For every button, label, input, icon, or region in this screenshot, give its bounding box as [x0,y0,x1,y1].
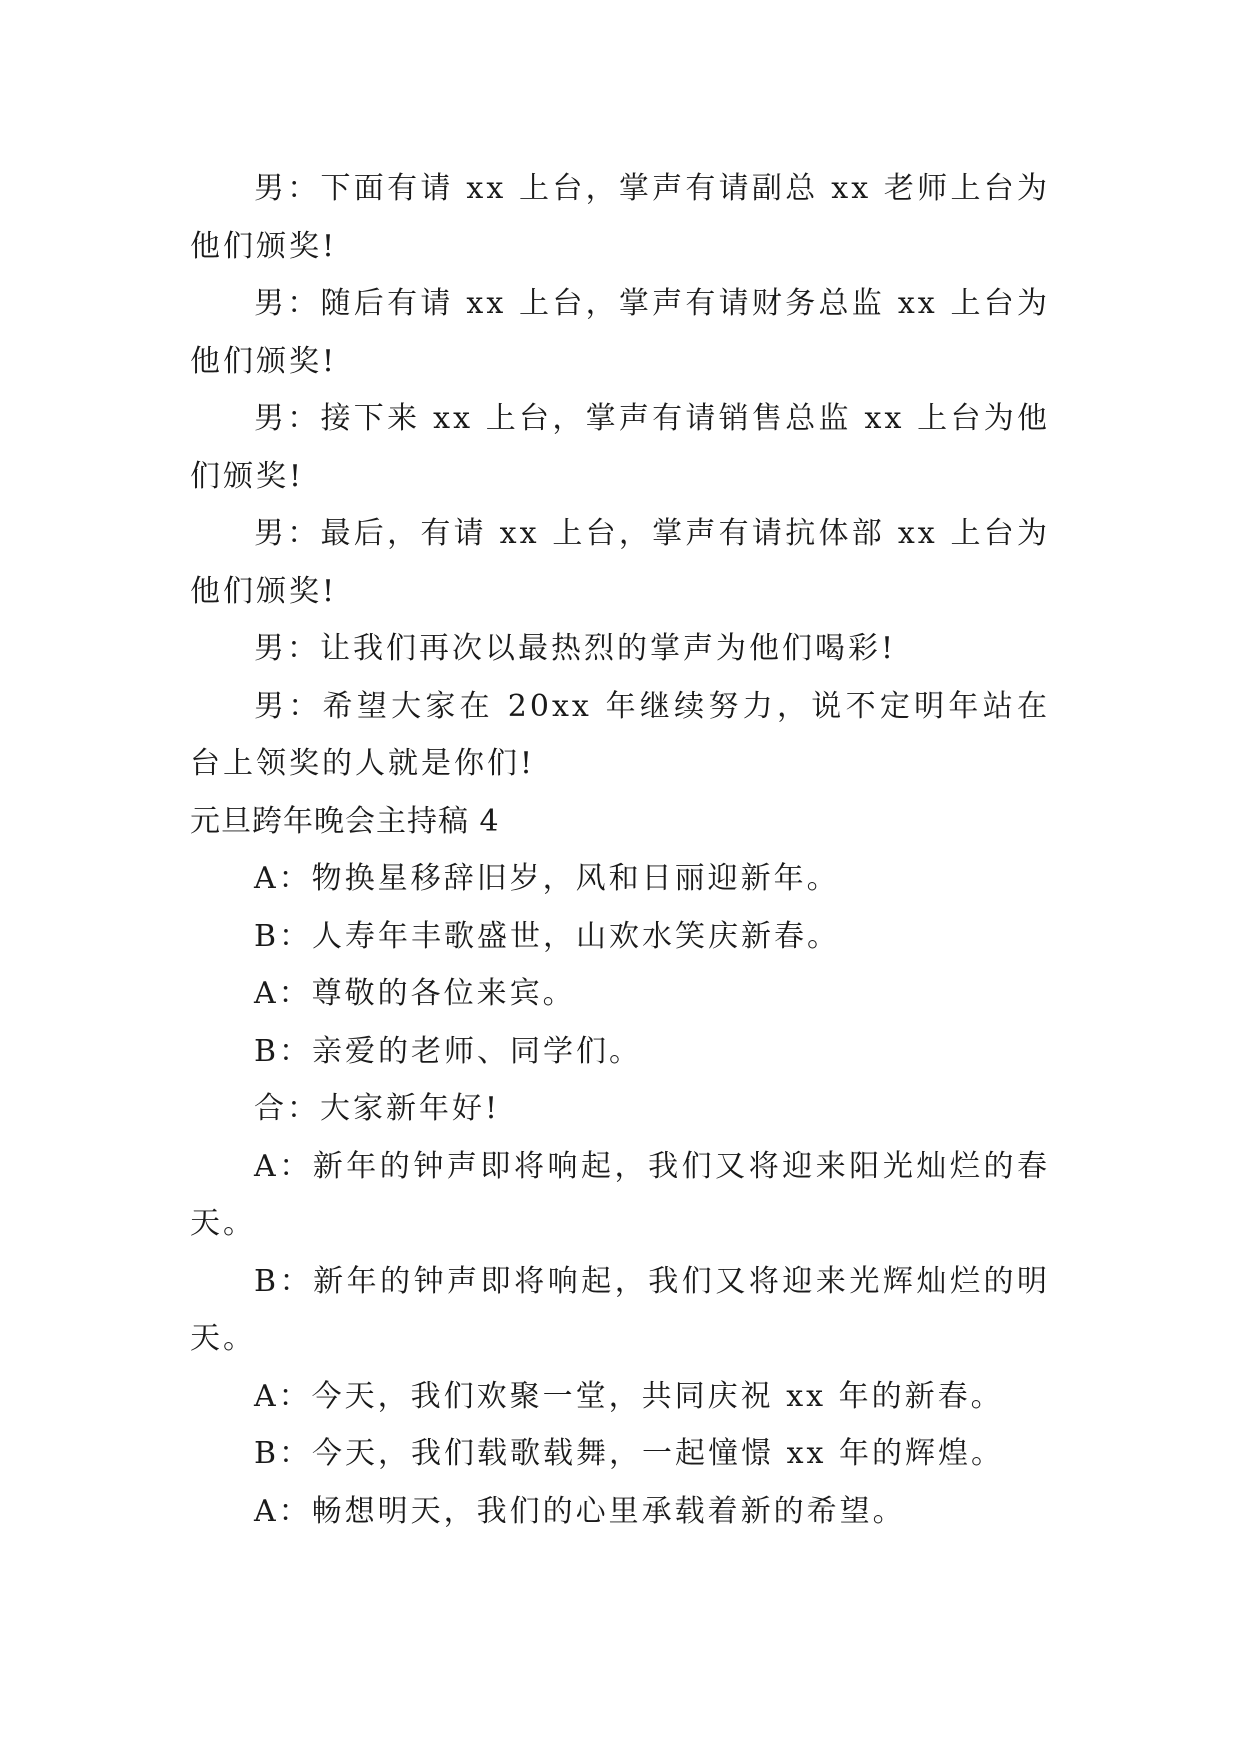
paragraph: 男：下面有请 xx 上台，掌声有请副总 xx 老师上台为他们颁奖! [190,171,1050,264]
paragraph: A：新年的钟声即将响起，我们又将迎来阳光灿烂的春天。 [190,1148,1050,1241]
paragraph: B：人寿年丰歌盛世，山欢水笑庆新春。 [254,918,841,954]
document-body [190,160,1050,1540]
paragraph: B：亲爱的老师、同学们。 [254,1033,643,1069]
paragraph: 男：希望大家在 20xx 年继续努力，说不定明年站在台上领奖的人就是你们! [190,688,1050,781]
paragraph: A：畅想明天，我们的心里承载着新的希望。 [254,1493,906,1529]
paragraph: 合：大家新年好! [254,1091,501,1126]
paragraph: A：尊敬的各位来宾。 [254,976,576,1011]
paragraph: 男：让我们再次以最热烈的掌声为他们喝彩! [254,631,897,666]
paragraph: 男：随后有请 xx 上台，掌声有请财务总监 xx 上台为他们颁奖! [190,286,1050,379]
paragraph: A：今天，我们欢聚一堂，共同庆祝 xx 年的新春。 [254,1378,1004,1414]
paragraph: B：今天，我们载歌载舞，一起憧憬 xx 年的辉煌。 [254,1436,1004,1471]
section-heading: 元旦跨年晚会主持稿 4 [190,803,500,839]
paragraph: B：新年的钟声即将响起，我们又将迎来光辉灿烂的明天。 [190,1263,1050,1356]
paragraph: 男：最后，有请 xx 上台，掌声有请抗体部 xx 上台为他们颁奖! [190,516,1050,609]
paragraph: 男：接下来 xx 上台，掌声有请销售总监 xx 上台为他们颁奖! [190,401,1050,494]
paragraph: A：物换星移辞旧岁，风和日丽迎新年。 [254,861,840,896]
